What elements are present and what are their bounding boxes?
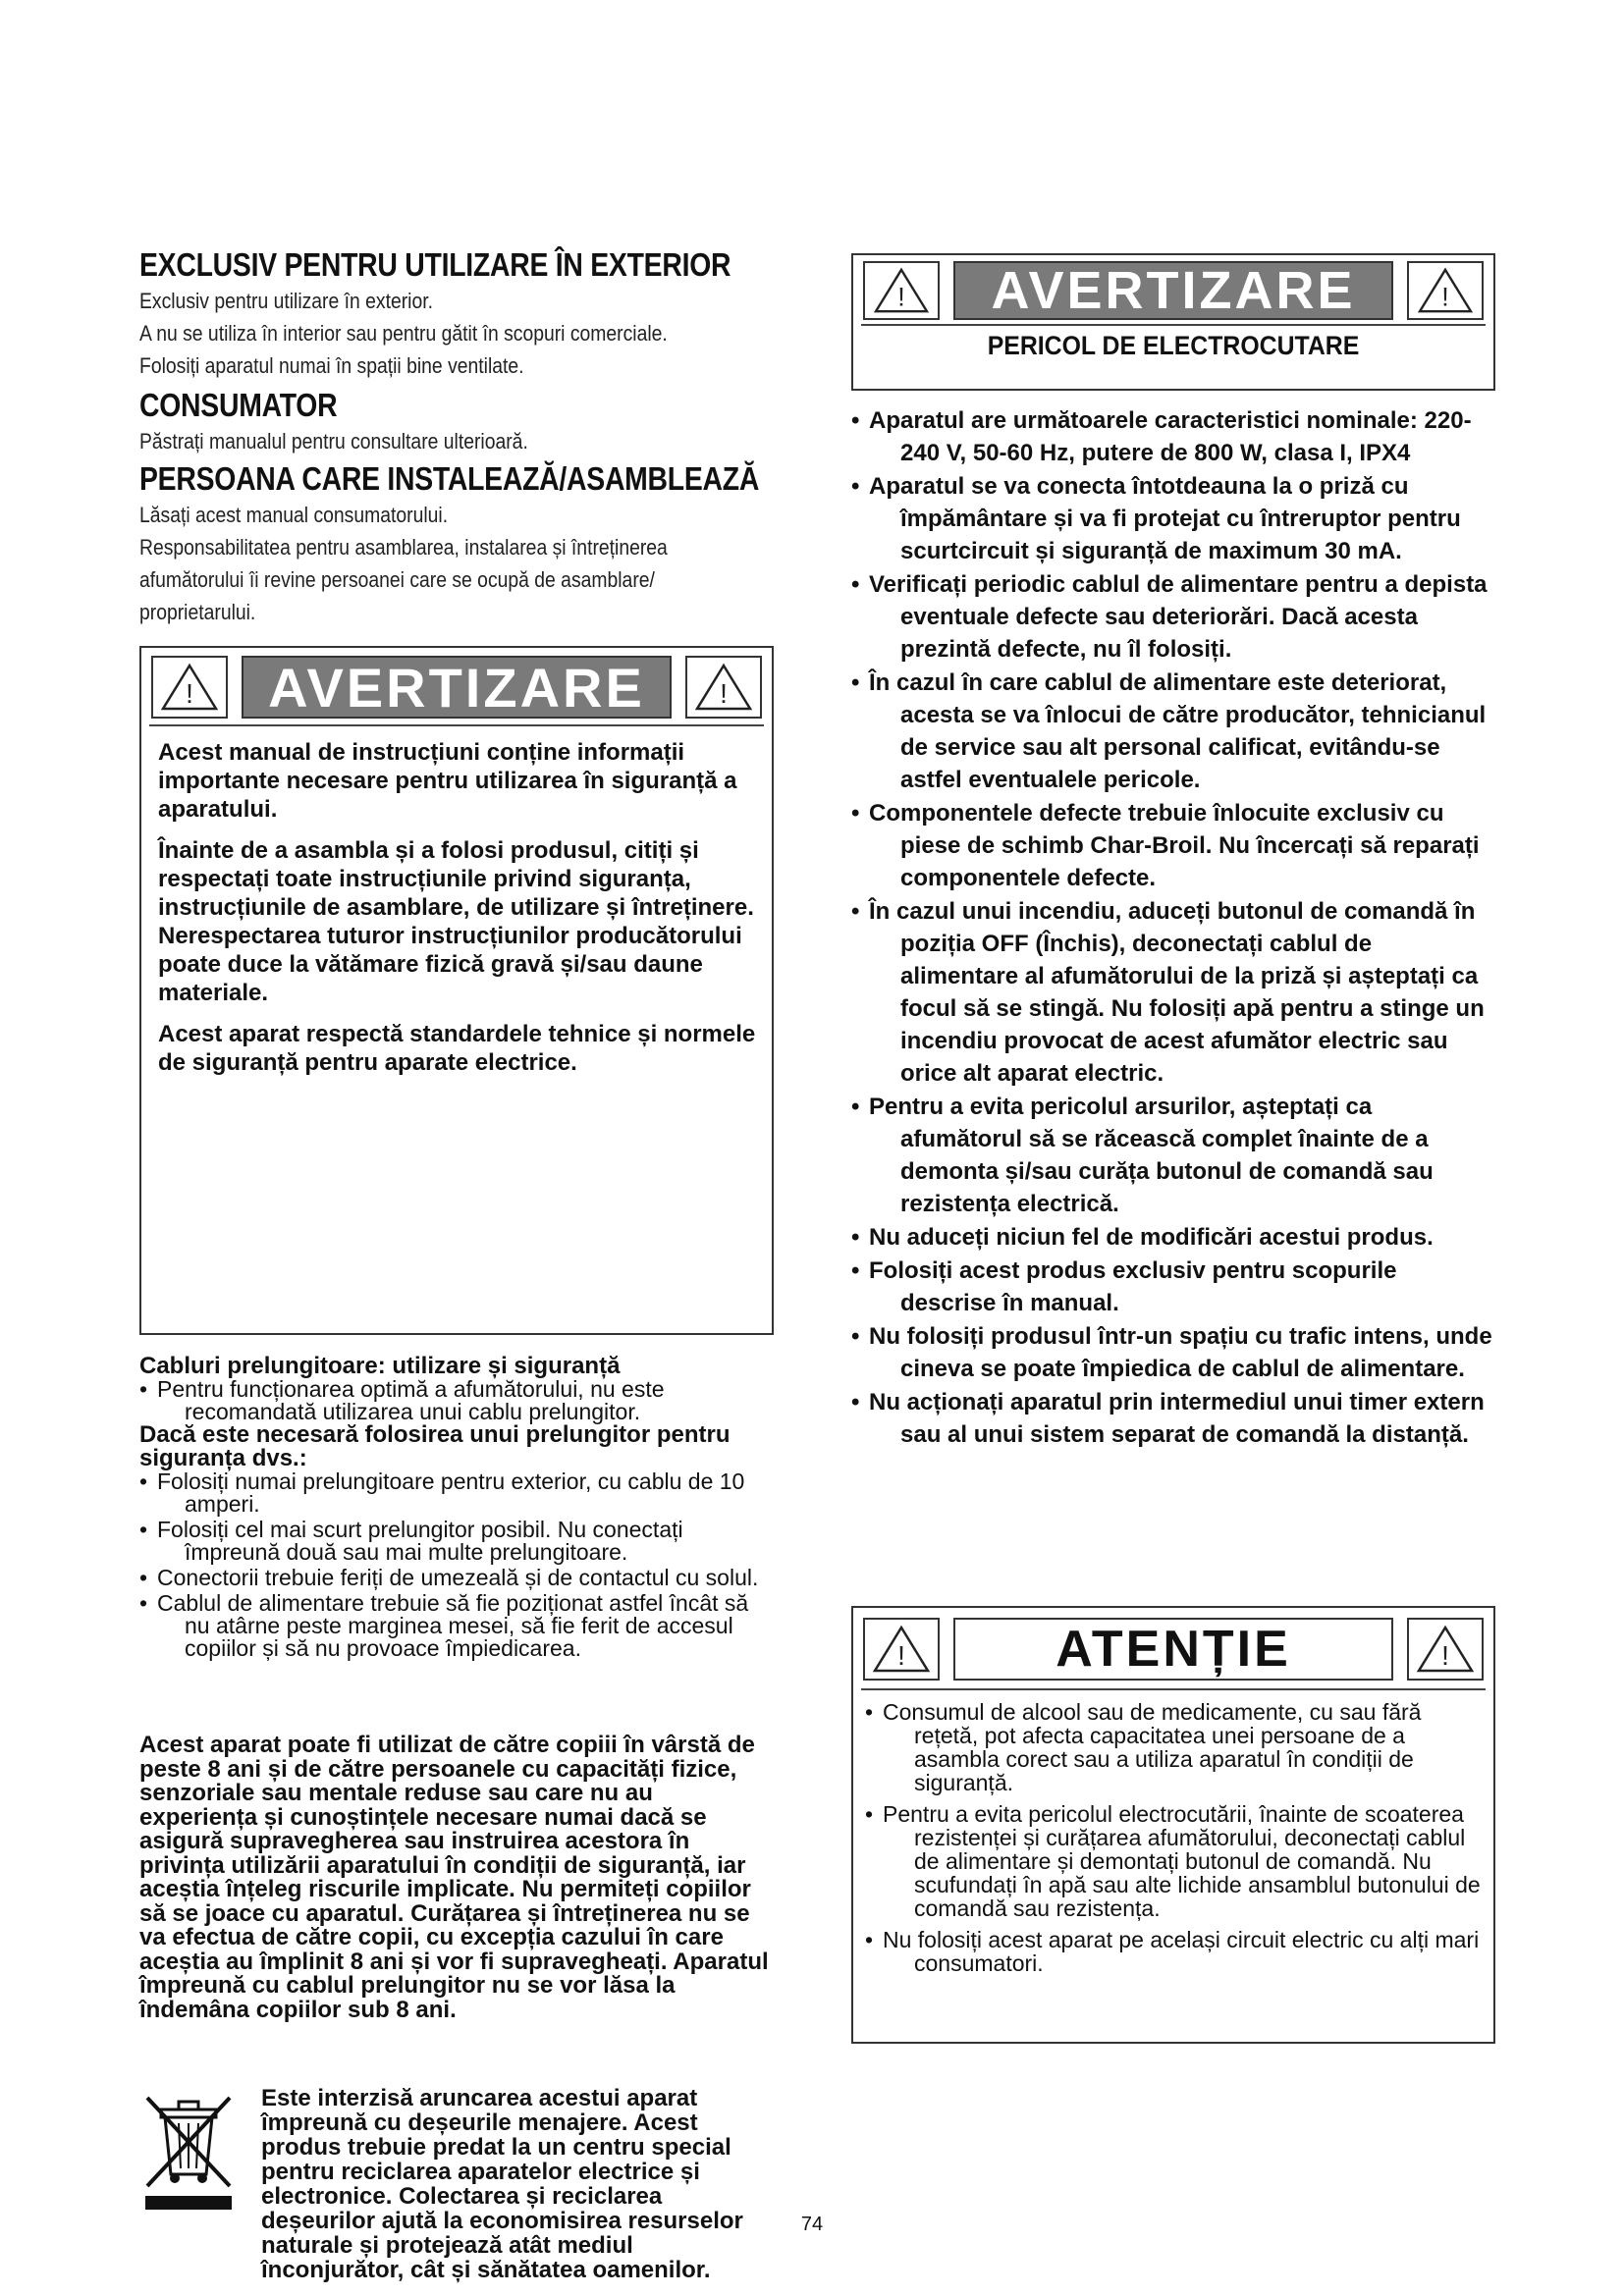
- caution-box: [851, 1606, 1495, 2044]
- warning-subtitle: PERICOL DE ELECTROCUTARE: [987, 331, 1360, 360]
- consumer-line: Păstrați manualul pentru consultare ulterioară.: [139, 429, 528, 454]
- extension-bold: Dacă este necesară folosirea unui prelungitor pentru siguranța dvs.:: [139, 1421, 731, 1471]
- consumer-heading: CONSUMATOR: [139, 387, 338, 423]
- outdoor-line: Folosiți aparatul numai în spații bine ventilate.: [139, 353, 524, 378]
- warning-paragraph: Acest manual de instrucțiuni conține informații importante necesare pentru utilizarea în siguranță a aparatului.: [158, 739, 737, 823]
- list-item: • Nu folosiți produsul într-un spațiu cu trafic intens, unde cineva se poate împiedica de cablul de alimentare.: [851, 1323, 1492, 1382]
- caution-list: [853, 1690, 1493, 1975]
- svg-text:!: !: [186, 678, 193, 709]
- left-column: [139, 245, 774, 2283]
- svg-text:!: !: [1441, 1640, 1449, 1671]
- extension-title: Cabluri prelungitoare: utilizare și siguranță: [139, 1353, 621, 1379]
- list-item: • Pentru a evita pericolul electrocutării, înainte de scoaterea rezistenței și curățarea afumătorului, deconectați cablul de alimentare și demontați butonul de comandă. Nu scufundați în apă sau alte lichide ansamblul butonului de comandă sau rezistența.: [865, 1801, 1481, 1921]
- list-item: • Componentele defecte trebuie înlocuite exclusiv cu piese de schimb Char-Broil. Nu încercați să reparați componentele defecte.: [851, 800, 1480, 891]
- warning-body: [141, 726, 772, 1077]
- installer-line: Lăsați acest manual consumatorului.: [139, 503, 449, 527]
- list-item: • Pentru funcționarea optimă a afumătorului, nu este recomandată utilizarea unui cablu prelungitor.: [139, 1376, 665, 1424]
- installer-section: [139, 459, 774, 628]
- list-item: • Verificați periodic cablul de alimentare pentru a depista eventuale defecte sau deteriorări. Dacă acesta prezintă defecte, nu îl folosiți.: [851, 571, 1488, 663]
- list-item: • Nu aduceți niciun fel de modificări acestui produs.: [851, 1224, 1434, 1251]
- svg-text:!: !: [1441, 282, 1449, 312]
- warning-triangle-icon: [685, 656, 762, 719]
- list-item: • Nu acționați aparatul prin intermediul unui timer extern sau al unui sistem separat de comandă la distanță.: [851, 1389, 1485, 1448]
- caution-banner: ATENȚIE: [953, 1618, 1393, 1681]
- outdoor-section: [139, 245, 774, 382]
- caution-header: [853, 1608, 1493, 1688]
- list-item: • Conectorii trebuie feriți de umezeală și de contactul cu solul.: [139, 1565, 759, 1590]
- weee-bin-icon: [139, 2092, 238, 2210]
- list-item: • Nu folosiți acest aparat pe același circuit electric cu alți mari consumatori.: [865, 1927, 1480, 1976]
- page-number: 74: [800, 2214, 824, 2235]
- extension-intro-list: [139, 1378, 774, 1423]
- svg-text:!: !: [897, 1640, 905, 1671]
- warning-triangle-icon: [151, 656, 228, 719]
- list-item: • Pentru a evita pericolul arsurilor, așteptați ca afumătorul să se răcească complet înainte de a demonta și/sau curăța butonul de comandă sau rezistența electrică.: [851, 1094, 1434, 1217]
- outdoor-line: Exclusiv pentru utilizare în exterior.: [139, 289, 433, 313]
- list-item: • În cazul unui incendiu, aduceți butonul de comandă în poziția OFF (Închis), deconectați cablul de alimentare al afumătorului de la priză și așteptați ca focul să se stingă. Nu folosiți apă pentru a stinge un incendiu provocat de acest afumător electric sau orice alt aparat electric.: [851, 898, 1485, 1087]
- warning-box-left: [139, 646, 774, 1335]
- installer-heading: PERSOANA CARE INSTALEAZĂ/ASAMBLEAZĂ: [139, 460, 760, 497]
- warning-triangle-icon: [1407, 1618, 1484, 1681]
- right-column: [851, 253, 1495, 1976]
- installer-line: proprietarului.: [139, 600, 256, 624]
- extension-list: [139, 1470, 774, 1660]
- list-item: • Folosiți acest produs exclusiv pentru scopurile descrise în manual.: [851, 1257, 1397, 1316]
- warning-triangle-icon: [863, 1618, 940, 1681]
- list-item: • Folosiți numai prelungitoare pentru exterior, cu cablu de 10 amperi.: [139, 1468, 745, 1517]
- extension-section: [139, 1355, 774, 1663]
- installer-line: afumătorului îi revine persoanei care se ocupă de asamblare/: [139, 567, 655, 592]
- warning-paragraph: Înainte de a asambla și a folosi produsul, citiți și respectați toate instrucțiunile privind siguranța, instrucțiunile de asamblare, de utilizare și întreținere. Nerespectarea tuturor instrucțiunilor producătorului poate duce la vătămare fizică gravă și/sau daune materiale.: [158, 837, 754, 1006]
- list-item: • Cablul de alimentare trebuie să fie poziționat astfel încât să nu atârne peste marginea mesei, să fie ferit de accesul copiilor și să nu provoace împiedicarea.: [139, 1590, 749, 1661]
- warning-banner: AVERTIZARE: [953, 261, 1393, 320]
- list-item: • Aparatul se va conecta întotdeauna la o priză cu împământare și va fi protejat cu întreruptor pentru scurtcircuit și siguranță de maximum 30 mA.: [851, 473, 1461, 564]
- extension-intro: Pentru funcționarea optimă a afumătorului, nu este recomandată utilizarea unui cablu prelungitor.: [157, 1376, 665, 1424]
- list-item: • Aparatul are următoarele caracteristici nominale: 220-240 V, 50-60 Hz, putere de 800 W, clasa I, IPX4: [851, 407, 1472, 466]
- warning-header: [853, 255, 1493, 324]
- children-paragraph: Acest aparat poate fi utilizat de către copiii în vârstă de peste 8 ani și de către persoanele cu capacități fizice, senzoriale sau mentale reduse sau care nu au experiența și cunoștințele necesare numai dacă se asigură supravegherea sau instruirea acestora în privința utilizării aparatului în condiții de siguranță, iar aceștia înțeleg riscurile implicate. Nu permiteți copiilor să se joace cu aparatul. Curățarea și întreținerea nu se va efectua de către copii, cu excepția cazului în care aceștia au împlinit 8 ani și vor fi supravegheați. Aparatul împreună cu cablul prelungitor nu se vor lăsa la îndemâna copiilor sub 8 ani.: [139, 1732, 769, 2023]
- svg-text:!: !: [720, 678, 728, 709]
- disposal-section: [139, 2086, 774, 2282]
- warning-triangle-icon: [1407, 261, 1484, 320]
- list-item: • În cazul în care cablul de alimentare este deteriorat, acesta se va înlocui de către producător, tehnicianul de service sau alt personal calificat, evitându-se astfel eventualele pericole.: [851, 669, 1487, 793]
- disposal-text: Este interzisă aruncarea acestui aparat împreună cu deșeurile menajere. Acest produs trebuie predat la un centru special pentru reciclarea aparatelor electrice și electronice. Colectarea și reciclarea deșeurilor ajută la economisirea resurselor naturale și protejează atât mediul înconjurător, cât și sănătatea oamenilor.: [261, 2085, 743, 2283]
- list-item: • Folosiți cel mai scurt prelungitor posibil. Nu conectați împreună două sau mai multe prelungitoare.: [139, 1517, 683, 1565]
- warning-box-right: [851, 253, 1495, 391]
- warning-banner: AVERTIZARE: [242, 656, 672, 719]
- svg-text:!: !: [897, 282, 905, 312]
- warning-triangle-icon: [863, 261, 940, 320]
- outdoor-heading: EXCLUSIV PENTRU UTILIZARE ÎN EXTERIOR: [139, 246, 731, 283]
- installer-line: Responsabilitatea pentru asamblarea, instalarea și întreținerea: [139, 535, 668, 560]
- warning-header: [141, 648, 772, 724]
- warning-paragraph: Acest aparat respectă standardele tehnice și normele de siguranță pentru aparate electrice.: [158, 1021, 756, 1076]
- electrical-warning-list: [851, 404, 1495, 1451]
- outdoor-line: A nu se utiliza în interior sau pentru gătit în scopuri comerciale.: [139, 321, 668, 346]
- list-item: • Consumul de alcool sau de medicamente, cu sau fără rețetă, pot afecta capacitatea unei persoane de a asambla corect sau a utiliza aparatul în condiții de siguranță.: [865, 1699, 1422, 1795]
- consumer-section: [139, 386, 774, 457]
